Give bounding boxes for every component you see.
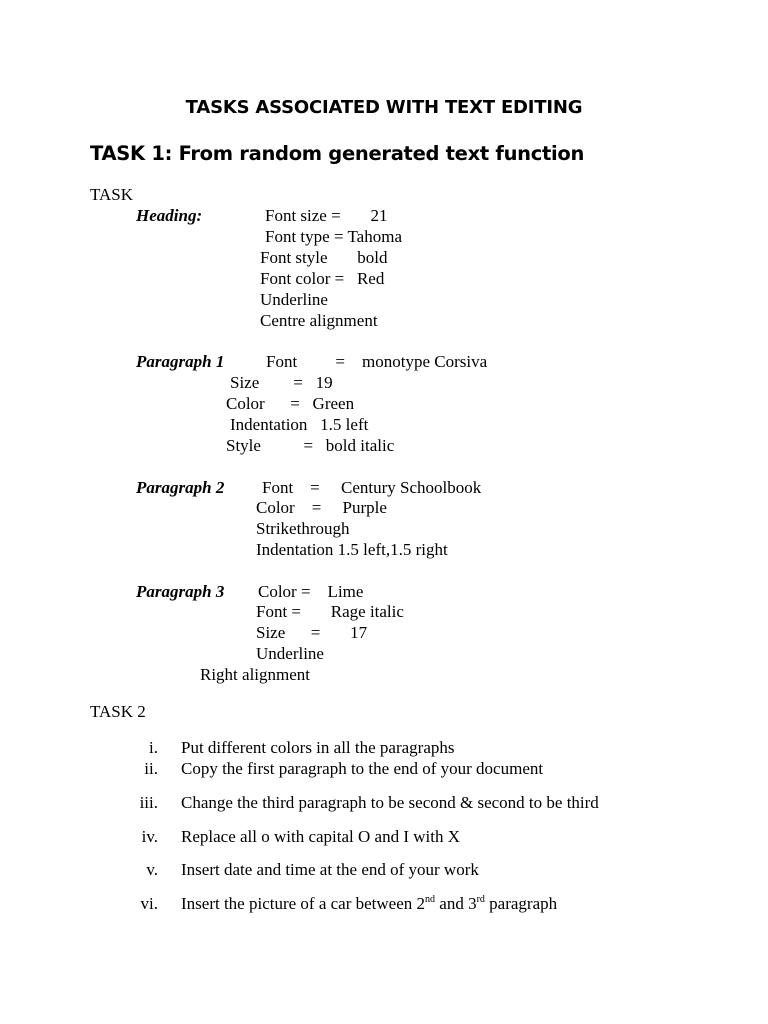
paragraph1-style: Style = bold italic <box>226 436 395 455</box>
paragraph2-font: Font = Century Schoolbook <box>262 478 482 497</box>
heading-alignment: Centre alignment <box>260 311 378 330</box>
paragraph3-color: Color = Lime <box>258 582 364 601</box>
paragraph2-color: Color = Purple <box>256 498 387 517</box>
task1-heading: TASK 1: From random generated text function <box>90 142 585 165</box>
task2-item-number: v. <box>146 860 158 879</box>
heading-font-size: Font size = 21 <box>265 206 388 225</box>
heading-font-style: Font style bold <box>260 248 388 267</box>
paragraph3-underline: Underline <box>256 644 324 663</box>
task2-item-text <box>181 894 557 914</box>
task-label: TASK <box>90 185 134 204</box>
paragraph2-strikethrough: Strikethrough <box>256 519 350 538</box>
paragraph2-indentation: Indentation 1.5 left,1.5 right <box>256 540 448 559</box>
paragraph3-label: Paragraph 3 <box>136 582 225 601</box>
document-title: TASKS ASSOCIATED WITH TEXT EDITING <box>185 97 583 118</box>
paragraph2-label: Paragraph 2 <box>136 478 225 497</box>
paragraph3-font: Font = Rage italic <box>256 602 404 621</box>
paragraph3-size: Size = 17 <box>256 623 368 642</box>
paragraph1-size: Size = 19 <box>230 373 333 392</box>
task2-item-number: vi. <box>140 894 158 913</box>
heading-block-label: Heading: <box>136 206 203 225</box>
task2-item-text: Insert date and time at the end of your work <box>181 860 479 879</box>
task2-item-number: i. <box>149 738 158 757</box>
heading-font-type: Font type = Tahoma <box>265 227 402 246</box>
paragraph1-label: Paragraph 1 <box>136 352 225 371</box>
task2-item-text-part: Insert the picture of a car between 2 <box>181 894 426 913</box>
paragraph1-color: Color = Green <box>226 394 355 413</box>
task2-item-text: Copy the first paragraph to the end of your document <box>181 759 544 778</box>
task2-label: TASK 2 <box>90 702 146 721</box>
ordinal-superscript: nd <box>425 894 436 905</box>
paragraph1-font: Font = monotype Corsiva <box>266 352 488 371</box>
task2-item-text-part: paragraph <box>484 894 558 913</box>
task2-item-number: iii. <box>139 793 158 812</box>
paragraph1-indentation: Indentation 1.5 left <box>230 415 369 434</box>
task2-item-text: Change the third paragraph to be second & second to be third <box>181 793 599 812</box>
task2-item-text-part: and 3 <box>435 894 477 913</box>
task2-item-number: ii. <box>144 759 158 778</box>
task2-item-text: Put different colors in all the paragraphs <box>181 738 455 757</box>
heading-underline: Underline <box>260 290 328 309</box>
task2-item-number: iv. <box>141 827 158 846</box>
task2-item-text: Replace all o with capital O and I with X <box>181 827 460 846</box>
heading-font-color: Font color = Red <box>260 269 385 288</box>
ordinal-superscript: rd <box>476 894 485 905</box>
paragraph3-alignment: Right alignment <box>200 665 311 684</box>
